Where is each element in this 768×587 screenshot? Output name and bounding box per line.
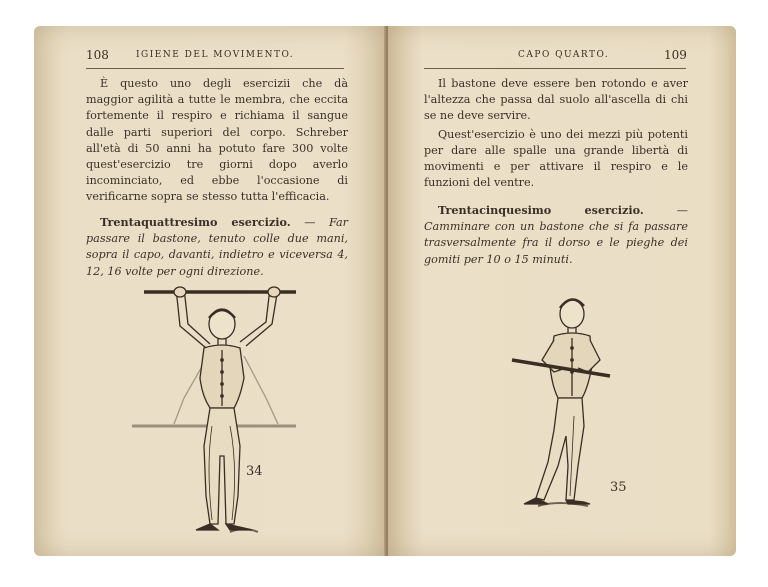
right-exercise-title: Trentacinquesimo esercizio. (438, 203, 644, 217)
left-paragraph: È questo uno degli esercizii che dà maggior agilità a tutte le membra, che eccita fortemente il respiro e richiama il sangue dalle parti superiori del corpo. Schreber all'età di 50 anni ha potuto fare 300 volte quest'esercizio tre giorni dopo averlo incominciato, ed ebbe l'occasione di verificarne sopra se stesso tutta l'efficacia. (86, 77, 348, 204)
right-page-number: 109 (664, 48, 687, 62)
right-figure-number: 35 (610, 480, 627, 495)
left-exercise-dash: — (290, 216, 329, 229)
left-page-number: 108 (86, 48, 109, 62)
open-book (34, 26, 736, 556)
man-raising-stick-illustration (34, 26, 386, 556)
left-page (34, 26, 386, 556)
right-exercise-text: Camminare con un bastone che si fa passare trasversalmente fra il dorso e le pieghe dei gomiti per 10 o 15 minuti. (424, 220, 688, 266)
left-running-head: IGIENE DEL MOVIMENTO. (136, 50, 295, 60)
right-exercise-dash: — (643, 204, 688, 217)
left-exercise-title: Trentaquattresimo esercizio. (100, 215, 291, 229)
left-figure-number: 34 (246, 464, 263, 479)
right-paragraph-2: Quest'esercizio è uno dei mezzi più potenti per dare alle spalle una grande libertà di movimenti e per attivare il respiro e le funzioni del ventre. (424, 127, 688, 190)
right-page (388, 26, 736, 556)
right-paragraph-1: Il bastone deve essere ben rotondo e aver l'altezza che passa dal suolo all'ascella di chi se ne deve servire. (424, 77, 688, 123)
left-exercise-text: Far passare il bastone, tenuto colle due mani, sopra il capo, davanti, indietro e viceversa 4, 12, 16 volte per ogni direzione. (86, 216, 348, 278)
man-walking-with-stick-illustration (388, 26, 736, 556)
right-running-head: CAPO QUARTO. (518, 50, 610, 60)
